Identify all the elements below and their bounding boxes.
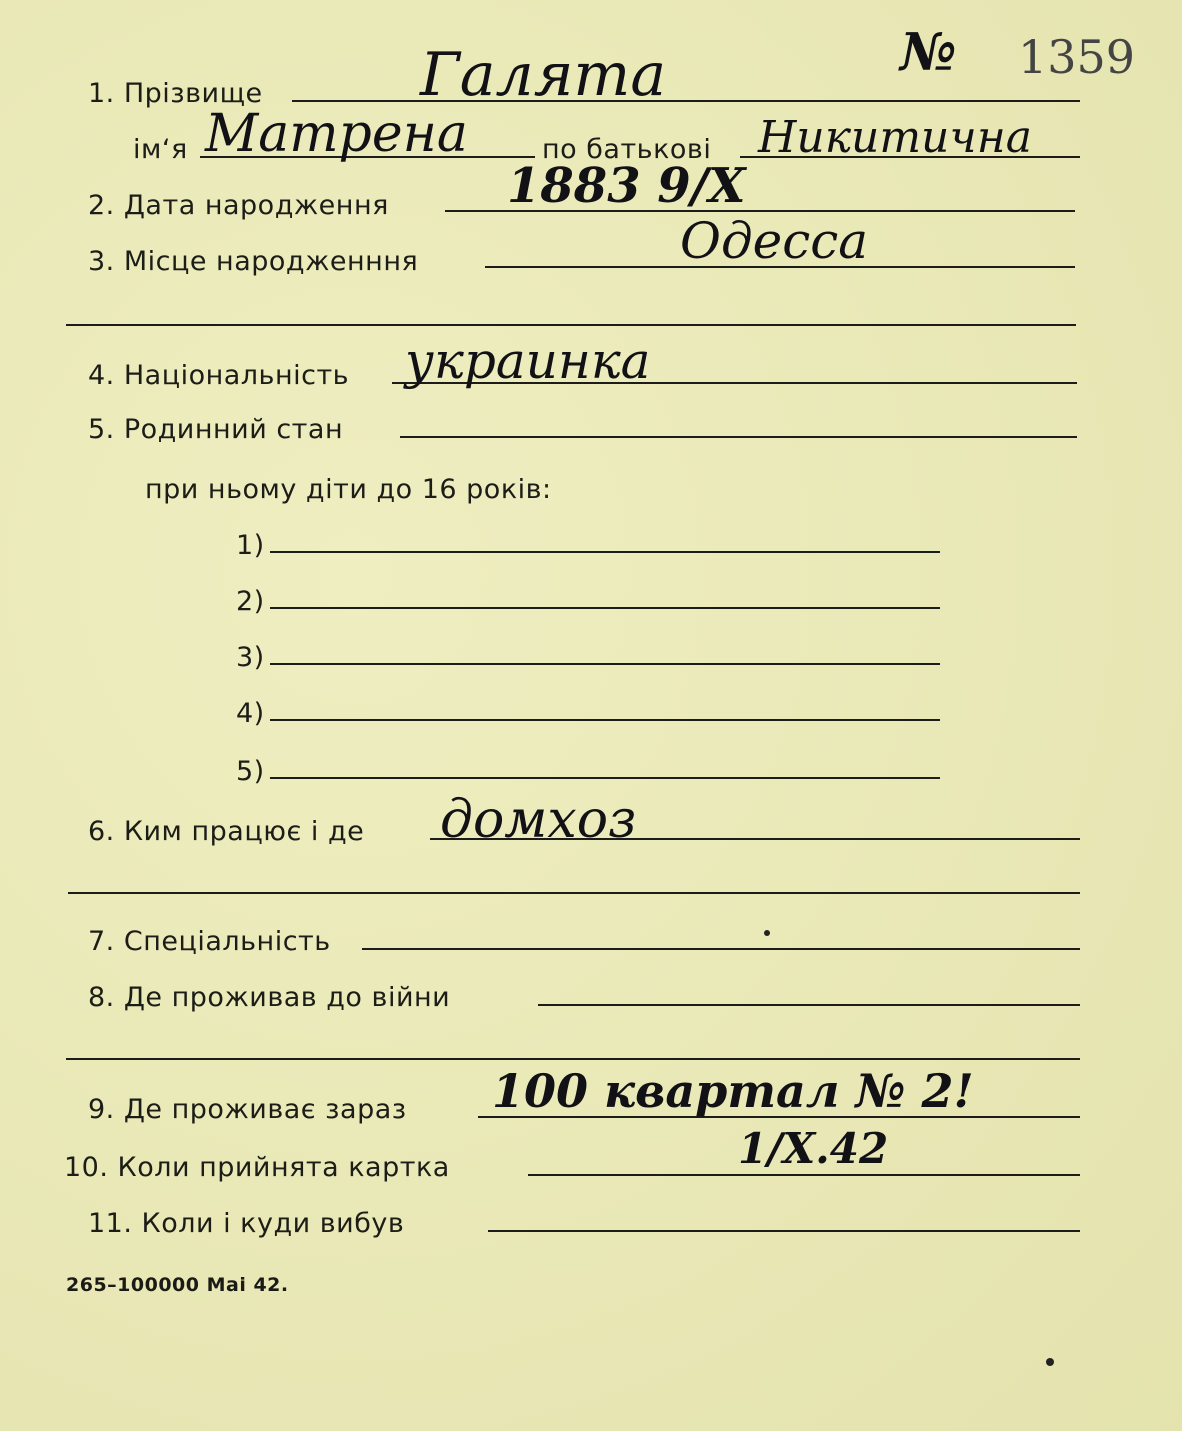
nationality-label: 4. Національність [88, 360, 350, 391]
card-accepted-label: 10. Коли прийнята картка [64, 1152, 450, 1183]
child-1-label: 1) [236, 530, 265, 561]
surname-value: Галята [420, 40, 667, 110]
child-2-label: 2) [236, 586, 265, 617]
specialty-line [362, 948, 1080, 950]
card-number-mark: № [900, 22, 957, 83]
prewar-residence-label: 8. Де проживав до війни [88, 982, 451, 1013]
current-residence-label: 9. Де проживає зараз [88, 1094, 407, 1125]
first-name-value: Матрена [205, 104, 468, 164]
work-label: 6. Ким працює і де [88, 816, 365, 847]
card-number: 1359 [1018, 30, 1136, 84]
surname-label: 1. Прізвище [88, 78, 263, 109]
current-residence-value: 100 квартал № 2! [492, 1064, 974, 1118]
card-accepted-line [528, 1174, 1080, 1176]
birth-date-value: 1883 9/X [507, 158, 746, 214]
children-label: при ньому діти до 16 років: [145, 474, 552, 505]
first-name-label: ім‘я [133, 134, 188, 165]
birth-place-value: Одесса [680, 212, 869, 270]
child-3-label: 3) [236, 642, 265, 673]
card-accepted-value: 1/X.42 [738, 1124, 889, 1173]
specialty-label: 7. Спеціальність [88, 926, 331, 957]
departure-label: 11. Коли і куди вибув [88, 1208, 405, 1239]
birth-place-extra-line [66, 324, 1076, 326]
ink-speck [764, 930, 770, 936]
child-4-label: 4) [236, 698, 265, 729]
birth-place-label: 3. Місце народженння [88, 246, 419, 277]
family-status-label: 5. Родинний стан [88, 414, 344, 445]
child-2-line [270, 607, 940, 609]
printer-imprint: 265–100000 Mai 42. [66, 1274, 289, 1296]
work-extra-line [68, 892, 1080, 894]
prewar-residence-extra-line [66, 1058, 1080, 1060]
surname-line [292, 100, 1080, 102]
ink-speck-corner [1046, 1358, 1054, 1366]
family-status-line [400, 436, 1077, 438]
prewar-residence-line [538, 1004, 1080, 1006]
birth-date-label: 2. Дата народження [88, 190, 389, 221]
departure-line [488, 1230, 1080, 1232]
child-5-label: 5) [236, 756, 265, 787]
child-5-line [270, 777, 940, 779]
patronymic-value: Никитична [758, 112, 1032, 163]
child-3-line [270, 663, 940, 665]
child-1-line [270, 551, 940, 553]
child-4-line [270, 719, 940, 721]
work-value: домхоз [440, 790, 637, 850]
nationality-value: украинка [405, 332, 651, 390]
patronymic-label: по батькові [542, 134, 712, 165]
